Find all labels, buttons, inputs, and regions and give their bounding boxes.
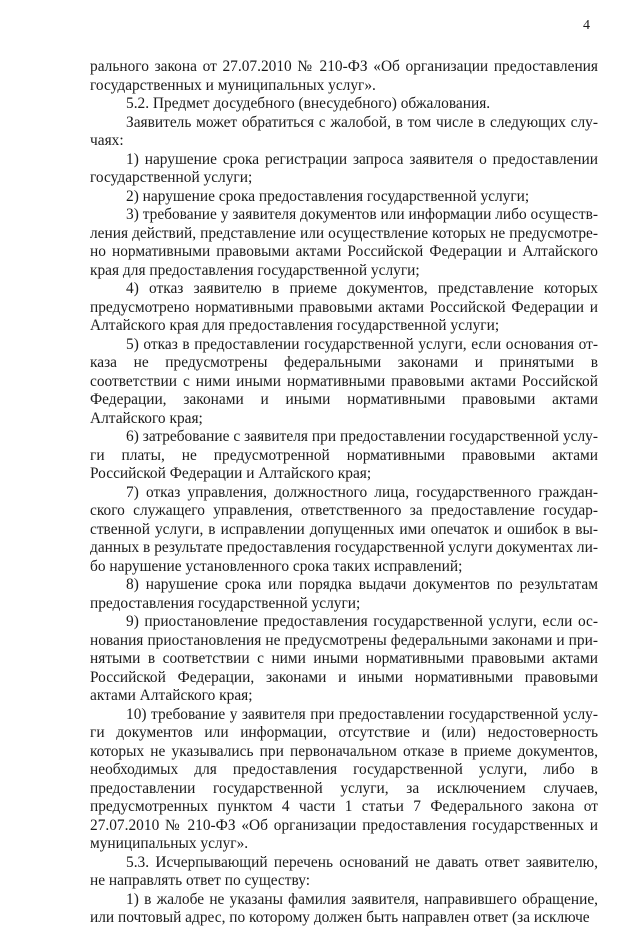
list-item-4: 4) отказ заявителю в приеме документов, представление которых предусмотрено нормативными правовыми актами Российской Федерации и Алтайского края для предоставления государственной услуги; — [90, 280, 598, 334]
list-item-8: 8) нарушение срока или порядка выдачи документов по результатам предоставления государственной услуги; — [90, 576, 598, 612]
section-heading-5-3: 5.3. Исчерпывающий перечень оснований не давать ответ заявителю, не направлять ответ по существу: — [90, 853, 598, 889]
section-5-3-list-item-1: 1) в жалобе не указаны фамилия заявителя, направившего обращение, или почтовый адрес, по которому должен быть направлен ответ (за исключе — [90, 890, 598, 926]
paragraph-law-reference-continuation: рального закона от 27.07.2010 № 210-ФЗ «Об организации предоставления государственных и муниципальных услуг». — [90, 58, 598, 94]
document-body — [90, 58, 598, 928]
paragraph-complaint-cases-intro: Заявитель может обратиться с жалобой, в том числе в следующих случаях: — [90, 113, 598, 149]
section-heading-5-2: 5.2. Предмет досудебного (внесудебного) обжалования. — [126, 95, 491, 112]
page-number: 4 — [583, 18, 590, 33]
list-item-2: 2) нарушение срока предоставления государственной услуги; — [126, 187, 530, 205]
list-item-5: 5) отказ в предоставлении государственной услуги, если основания отказа не предусмотрены федеральными законами и принятыми в соответствии с ними иными нормативными правовыми актами Российской Федерации, законами и иными нормативными правовыми актами Алтайского края; — [90, 335, 598, 427]
list-item-3: 3) требование у заявителя документов или информации либо осуществления действий, представление или осуществление которых не предусмотрено нормативными правовыми актами Российской Федерации и Алтайского края для предоставления государственной услуги; — [90, 206, 598, 279]
list-item-9: 9) приостановление предоставления государственной услуги, если основания приостановления не предусмотрены федеральными законами и принятыми в соответствии с ними иными нормативными правовыми актами Российской Федерации, законами и иными нормативными правовыми актами Алтайского края; — [90, 613, 598, 704]
list-item-1: 1) нарушение срока регистрации запроса заявителя о предоставлении государственной услуги; — [90, 150, 598, 186]
list-item-7: 7) отказ управления, должностного лица, государственного гражданского служащего управления, ответственного за предоставление государственной услуги, в исправлении допущенных ими опечаток и ошибок в выданных в результате предоставления государственной услуги документах либо нарушение установленного срока таких исправлений; — [90, 483, 598, 575]
list-item-6: 6) затребование с заявителя при предоставлении государственной услуги платы, не предусмотренной нормативными правовыми актами Российской Федерации и Алтайского края; — [90, 428, 598, 482]
list-item-10: 10) требование у заявителя при предоставлении государственной услуги документов или информации, отсутствие и (или) недостоверность которых не указывались при первоначальном отказе в приеме документов, необходимых для предоставления государственной услуги, либо в предоставлении государственной услуги, за исключением случаев, предусмотренных пунктом 4 части 1 статьи 7 Федерального закона от 27.07.2010 № 210-ФЗ «Об организации предоставления государственных и муниципальных услуг». — [90, 705, 598, 852]
